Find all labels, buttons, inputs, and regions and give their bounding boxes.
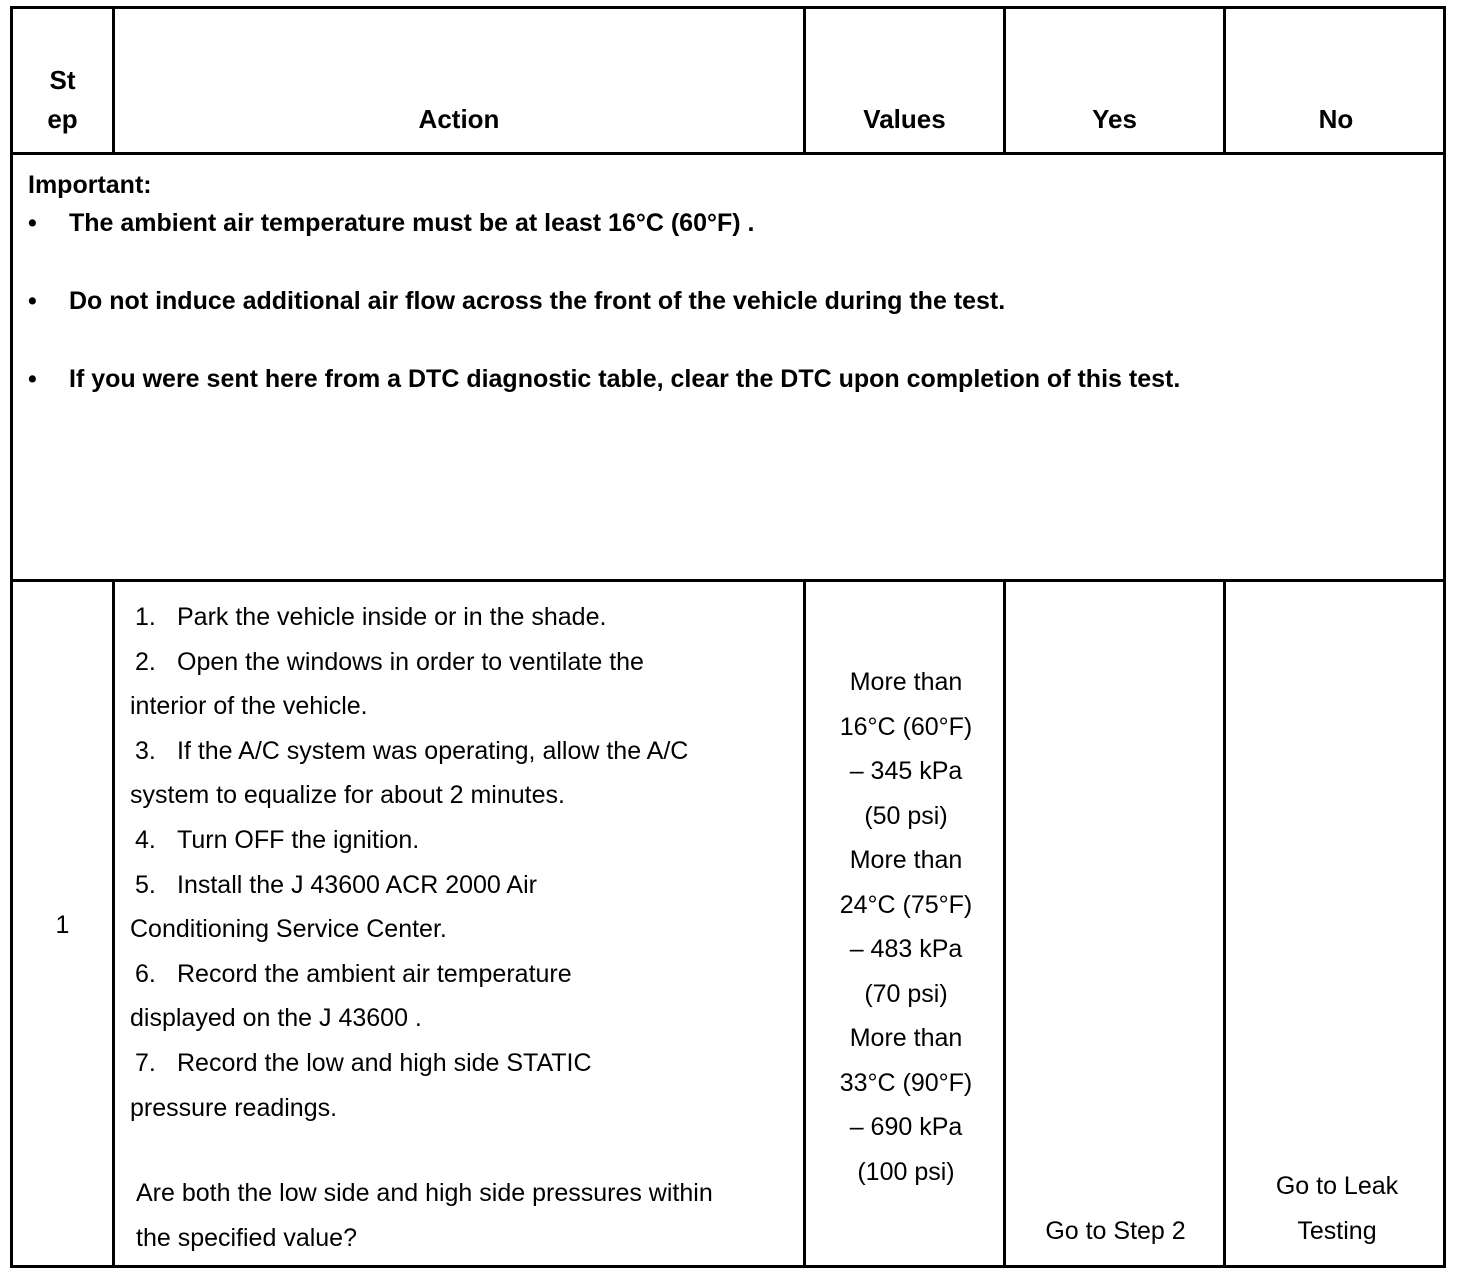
header-values: Values — [863, 104, 946, 134]
important-note — [28, 167, 1433, 437]
value-line: – 345 kPa — [849, 757, 963, 785]
action-steps — [130, 595, 810, 1130]
header-yes: Yes — [1092, 104, 1137, 134]
yes-cell: Go to Step 2 — [1045, 1216, 1186, 1245]
value-line: – 483 kPa — [849, 935, 963, 963]
value-line: More than — [849, 846, 963, 874]
action-step: 6. Record the ambient air temperature displayed on the J 43600 . — [130, 959, 572, 1033]
action-step: 4. Turn OFF the ignition. — [135, 825, 420, 854]
action-step: 7. Record the low and high side STATIC pressure readings. — [130, 1048, 592, 1122]
no-cell — [1228, 1164, 1446, 1253]
header-step: St ep — [47, 65, 78, 134]
value-line: (50 psi) — [864, 801, 948, 830]
action-step: 2. Open the windows in order to ventilate the interior of the vehicle. — [130, 647, 644, 721]
important-list — [28, 203, 1433, 399]
values-cell — [806, 660, 1006, 1194]
important-item: • If you were sent here from a DTC diagnostic table, clear the DTC upon completion of this test. — [28, 359, 1433, 399]
col-divider-step — [112, 582, 115, 1265]
value-line: – 690 kPa — [849, 1113, 963, 1141]
col-divider-yes — [1223, 582, 1226, 1265]
step-number: 1 — [55, 910, 70, 939]
value-line: More than — [849, 668, 963, 696]
action-question: Are both the low side and high side pressures within the specified value? — [136, 1179, 713, 1252]
action-cell — [130, 595, 810, 1260]
action-step: 3. If the A/C system was operating, allow the A/C system to equalize for about 2 minutes. — [130, 736, 689, 810]
header-no: No — [1318, 104, 1354, 134]
diagnostic-table — [10, 6, 1446, 1268]
value-line: (100 psi) — [857, 1157, 955, 1186]
important-title: Important: — [28, 171, 152, 199]
important-item: • The ambient air temperature must be at least 16°C (60°F) . — [28, 203, 1433, 243]
header-action: Action — [418, 104, 500, 134]
no-line: Go to Leak — [1275, 1172, 1399, 1200]
value-line: (70 psi) — [864, 979, 948, 1008]
action-step: 1. Park the vehicle inside or in the shade. — [135, 603, 607, 631]
no-line: Testing — [1297, 1216, 1377, 1245]
important-item: • Do not induce additional air flow across the front of the vehicle during the test. — [28, 281, 1433, 321]
value-line: 33°C (90°F) — [839, 1068, 973, 1097]
action-step: 5. Install the J 43600 ACR 2000 Air Conditioning Service Center. — [130, 870, 537, 944]
important-divider — [13, 579, 1443, 582]
value-line: 16°C (60°F) — [839, 712, 973, 741]
value-line: 24°C (75°F) — [839, 890, 973, 919]
value-line: More than — [849, 1024, 963, 1052]
